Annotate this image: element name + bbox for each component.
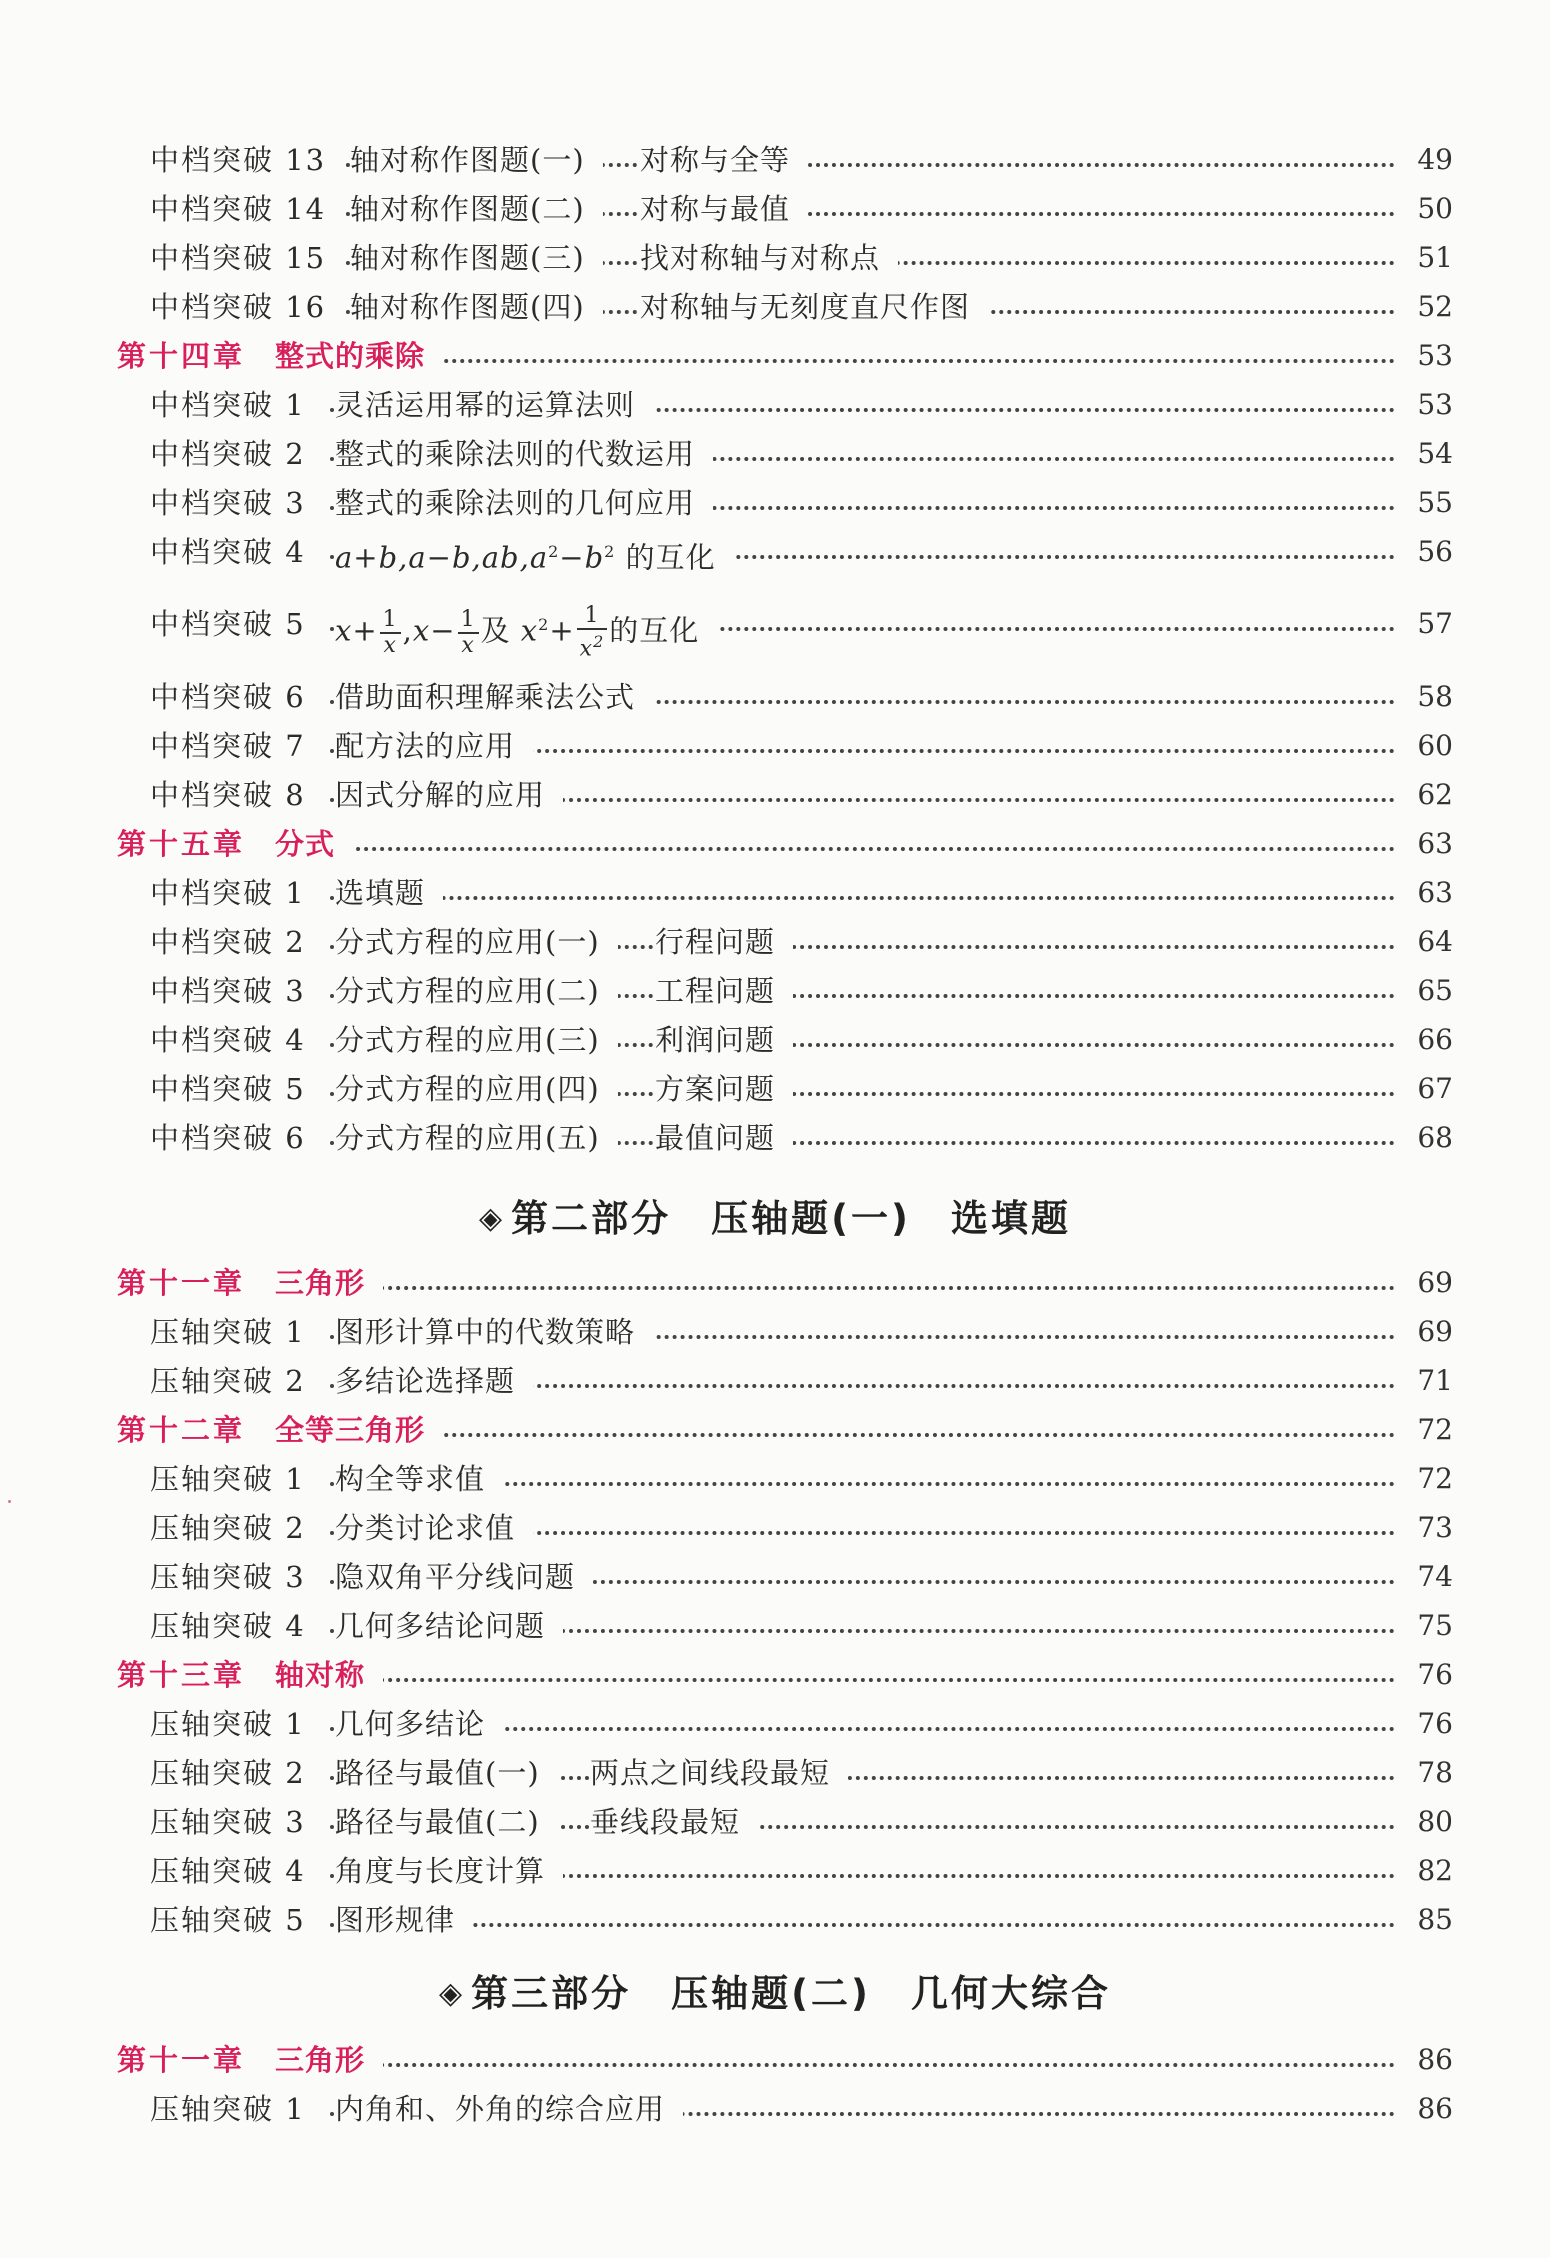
toc-subtitle: 行程问题 <box>655 922 793 962</box>
toc-title: 分式方程的应用(二) <box>335 971 618 1011</box>
toc-label: 中档突破 1 <box>150 385 324 425</box>
toc-row[interactable] <box>0 1851 1550 1891</box>
toc-row[interactable] <box>0 922 1550 962</box>
toc-page-number: 50 <box>1395 189 1453 229</box>
chapter-title: 分式 <box>275 824 353 864</box>
part-label: 第三部分 <box>471 1972 632 2015</box>
fraction <box>577 604 608 661</box>
toc-page-number: 78 <box>1395 1753 1453 1793</box>
toc-label: 中档突破 14 <box>150 189 344 229</box>
math-suffix: 的互化 <box>615 540 716 575</box>
toc-page-number: 62 <box>1395 775 1453 815</box>
toc-page-number: 86 <box>1395 2089 1453 2129</box>
toc-title: 图形规律 <box>335 1900 473 1940</box>
toc-title: 多结论选择题 <box>335 1361 533 1401</box>
toc-row[interactable] <box>0 1900 1550 1940</box>
diamond-icon: ◈ <box>439 1976 466 2011</box>
toc-page-number: 52 <box>1395 287 1453 327</box>
toc-row[interactable] <box>0 1069 1550 1109</box>
diamond-icon: ◈ <box>479 1201 506 1236</box>
toc-title: 构全等求值 <box>335 1459 503 1499</box>
toc-label: 压轴突破 2 <box>150 1361 324 1401</box>
toc-row[interactable] <box>0 775 1550 815</box>
toc-page-number: 60 <box>1395 726 1453 766</box>
toc-subtitle: 最值问题 <box>655 1118 793 1158</box>
toc-page-number: 55 <box>1395 483 1453 523</box>
toc-label: 压轴突破 2 <box>150 1508 324 1548</box>
fraction-denominator: x <box>461 632 475 658</box>
toc-page-number: 49 <box>1395 140 1453 180</box>
toc-page-number: 73 <box>1395 1508 1453 1548</box>
toc-title: 路径与最值(一) <box>335 1753 558 1793</box>
part-label: 第二部分 <box>511 1197 672 1240</box>
toc-page-number: 63 <box>1395 824 1453 864</box>
fraction-numerator: 1 <box>458 608 479 634</box>
toc-title: 分式方程的应用(四) <box>335 1069 618 1109</box>
toc-chapter-row[interactable] <box>0 1263 1550 1303</box>
toc-page-number: 71 <box>1395 1361 1453 1401</box>
toc-label: 压轴突破 1 <box>150 1459 324 1499</box>
toc-page-number: 69 <box>1395 1263 1453 1303</box>
toc-page-number: 75 <box>1395 1606 1453 1646</box>
toc-chapter-row[interactable] <box>0 336 1550 376</box>
toc-row[interactable] <box>0 677 1550 717</box>
part-heading <box>0 1188 1550 1242</box>
chapter-label: 第十五章 <box>117 824 263 864</box>
toc-label: 中档突破 2 <box>150 434 324 474</box>
toc-subtitle: 对称与最值 <box>640 189 808 229</box>
toc-title: 几何多结论问题 <box>335 1606 563 1646</box>
fraction-numerator: 1 <box>577 604 608 630</box>
math-exponent: 2 <box>538 615 550 635</box>
toc-page-number: 72 <box>1395 1459 1453 1499</box>
toc-row[interactable] <box>0 726 1550 766</box>
toc-page-number: 86 <box>1395 2040 1453 2080</box>
math-connector: 及 <box>480 613 511 648</box>
toc-label: 中档突破 3 <box>150 483 324 523</box>
toc-title: 整式的乘除法则的代数运用 <box>335 434 713 474</box>
toc-label: 中档突破 16 <box>150 287 344 327</box>
toc-page-number: 56 <box>1395 532 1453 572</box>
toc-row[interactable] <box>0 1802 1550 1842</box>
toc-title: 配方法的应用 <box>335 726 533 766</box>
toc-title: 整式的乘除法则的几何应用 <box>335 483 713 523</box>
toc-page-number: 53 <box>1395 385 1453 425</box>
toc-label: 压轴突破 1 <box>150 1312 324 1352</box>
toc-title: 灵活运用幂的运算法则 <box>335 385 653 425</box>
math-exponent: 2 <box>593 632 605 651</box>
chapter-title: 三角形 <box>275 2040 383 2080</box>
toc-page-number: 69 <box>1395 1312 1453 1352</box>
toc-row[interactable] <box>0 603 1550 662</box>
toc-row[interactable] <box>0 140 1550 180</box>
part-subtitle: 几何大综合 <box>910 1972 1111 2015</box>
chapter-title: 轴对称 <box>275 1655 383 1695</box>
toc-title: 分式方程的应用(一) <box>335 922 618 962</box>
toc-chapter-row[interactable] <box>0 824 1550 864</box>
toc-label: 压轴突破 5 <box>150 1900 324 1940</box>
toc-subtitle: 工程问题 <box>655 971 793 1011</box>
toc-label: 中档突破 3 <box>150 971 324 1011</box>
toc-title: 隐双角平分线问题 <box>335 1557 593 1597</box>
toc-title: 路径与最值(二) <box>335 1802 558 1842</box>
toc-row[interactable] <box>0 971 1550 1011</box>
toc-row[interactable] <box>0 1118 1550 1158</box>
toc-title: 分式方程的应用(五) <box>335 1118 618 1158</box>
toc-label: 压轴突破 4 <box>150 1851 324 1891</box>
toc-label: 中档突破 5 <box>150 604 324 644</box>
toc-title: 分式方程的应用(三) <box>335 1020 618 1060</box>
chapter-label: 第十三章 <box>117 1655 263 1695</box>
part-title: 压轴题(二) <box>671 1972 871 2015</box>
toc-label: 中档突破 7 <box>150 726 324 766</box>
toc-label: 压轴突破 3 <box>150 1557 324 1597</box>
toc-label: 压轴突破 3 <box>150 1802 324 1842</box>
toc-title: 借助面积理解乘法公式 <box>335 677 653 717</box>
toc-title: 轴对称作图题(三) <box>350 238 603 278</box>
toc-label: 中档突破 8 <box>150 775 324 815</box>
toc-page-number: 85 <box>1395 1900 1453 1940</box>
toc-row[interactable] <box>0 1606 1550 1646</box>
chapter-title: 全等三角形 <box>275 1410 443 1450</box>
toc-row[interactable] <box>0 1361 1550 1401</box>
toc-subtitle: 对称与全等 <box>640 140 808 180</box>
math-var: x <box>579 636 594 662</box>
toc-label: 压轴突破 4 <box>150 1606 324 1646</box>
fraction-denominator <box>577 630 608 661</box>
math-var: x <box>335 613 353 648</box>
toc-chapter-row[interactable] <box>0 1410 1550 1450</box>
toc-page-number: 57 <box>1395 604 1453 644</box>
fraction-numerator: 1 <box>380 608 401 634</box>
toc-label: 中档突破 1 <box>150 873 324 913</box>
toc-page-number: 68 <box>1395 1118 1453 1158</box>
fraction <box>458 608 479 658</box>
toc-row[interactable] <box>0 385 1550 425</box>
toc-label: 中档突破 5 <box>150 1069 324 1109</box>
toc-row[interactable] <box>0 1312 1550 1352</box>
part-subtitle: 选填题 <box>950 1197 1071 1240</box>
toc-row[interactable] <box>0 1459 1550 1499</box>
math-expression: a+b,a−b,ab,a <box>335 540 549 575</box>
chapter-label: 第十一章 <box>117 2040 263 2080</box>
toc-label: 中档突破 4 <box>150 532 324 572</box>
toc-subtitle: 两点之间线段最短 <box>590 1753 848 1793</box>
chapter-title: 三角形 <box>275 1263 383 1303</box>
chapter-label: 第十二章 <box>117 1410 263 1450</box>
toc-title: 轴对称作图题(一) <box>350 140 603 180</box>
toc-label: 中档突破 4 <box>150 1020 324 1060</box>
toc-label: 中档突破 6 <box>150 1118 324 1158</box>
chapter-label: 第十四章 <box>117 336 263 376</box>
toc-label: 中档突破 15 <box>150 238 344 278</box>
toc-title-math: x+ $\frac{1}{x}$ ,x− $\frac{1}{x}$ 及 $x^2+$ $\frac{1}{x^2}$ 的互化 <box>335 604 717 661</box>
toc-row[interactable] <box>0 532 1550 575</box>
math-var: x <box>412 613 431 648</box>
toc-row[interactable] <box>0 1704 1550 1744</box>
chapter-label: 第十一章 <box>117 1263 263 1303</box>
fraction-denominator: x <box>383 632 397 658</box>
math-exponent: 2 <box>548 542 560 561</box>
toc-page-number: 76 <box>1395 1655 1453 1695</box>
toc-label: 压轴突破 1 <box>150 2089 324 2129</box>
toc-row[interactable] <box>0 1508 1550 1548</box>
fraction <box>380 608 401 658</box>
toc-subtitle: 找对称轴与对称点 <box>640 238 898 278</box>
toc-page-number: 74 <box>1395 1557 1453 1597</box>
toc-chapter-row[interactable] <box>0 2040 1550 2080</box>
toc-label: 中档突破 2 <box>150 922 324 962</box>
toc-title: 内角和、外角的综合应用 <box>335 2089 683 2129</box>
chapter-title: 整式的乘除 <box>275 336 443 376</box>
toc-row[interactable] <box>0 238 1550 278</box>
toc-row[interactable] <box>0 434 1550 474</box>
toc-subtitle: 方案问题 <box>655 1069 793 1109</box>
math-suffix: 的互化 <box>609 613 700 648</box>
toc-label: 压轴突破 1 <box>150 1704 324 1744</box>
toc-page-number: 63 <box>1395 873 1453 913</box>
toc-title-math <box>335 532 734 578</box>
toc-page-number: 65 <box>1395 971 1453 1011</box>
toc-chapter-row[interactable] <box>0 1655 1550 1695</box>
toc-row[interactable] <box>0 1020 1550 1060</box>
toc-title: 轴对称作图题(二) <box>350 189 603 229</box>
toc-page-number: 53 <box>1395 336 1453 376</box>
math-exponent: 2 <box>604 542 616 561</box>
toc-title: 角度与长度计算 <box>335 1851 563 1891</box>
toc-title: 选填题 <box>335 873 443 913</box>
toc-row[interactable] <box>0 287 1550 327</box>
toc-page-number: 72 <box>1395 1410 1453 1450</box>
toc-page-number: 54 <box>1395 434 1453 474</box>
print-speck <box>8 1500 11 1503</box>
toc-page-number: 51 <box>1395 238 1453 278</box>
toc-title: 几何多结论 <box>335 1704 503 1744</box>
math-var: x <box>520 613 539 648</box>
toc-page-number: 80 <box>1395 1802 1453 1842</box>
toc-subtitle: 对称轴与无刻度直尺作图 <box>640 287 988 327</box>
toc-title: 分类讨论求值 <box>335 1508 533 1548</box>
toc-page-number: 76 <box>1395 1704 1453 1744</box>
toc-subtitle: 垂线段最短 <box>590 1802 758 1842</box>
toc-row[interactable] <box>0 483 1550 523</box>
toc-label: 中档突破 13 <box>150 140 344 180</box>
toc-row[interactable] <box>0 1557 1550 1597</box>
toc-row[interactable] <box>0 189 1550 229</box>
toc-label: 压轴突破 2 <box>150 1753 324 1793</box>
toc-page-number: 58 <box>1395 677 1453 717</box>
toc-row[interactable] <box>0 1753 1550 1793</box>
part-heading <box>0 1963 1550 2017</box>
toc-page-number: 66 <box>1395 1020 1453 1060</box>
toc-page-number: 82 <box>1395 1851 1453 1891</box>
toc-title: 轴对称作图题(四) <box>350 287 603 327</box>
toc-row[interactable] <box>0 873 1550 913</box>
math-expression: −b <box>559 540 605 575</box>
part-title: 压轴题(一) <box>711 1197 911 1240</box>
toc-subtitle: 利润问题 <box>655 1020 793 1060</box>
toc-row[interactable] <box>0 2089 1550 2129</box>
toc-title: 图形计算中的代数策略 <box>335 1312 653 1352</box>
toc-title: 因式分解的应用 <box>335 775 563 815</box>
toc-label: 中档突破 6 <box>150 677 324 717</box>
toc-page-number: 67 <box>1395 1069 1453 1109</box>
toc-page-number: 64 <box>1395 922 1453 962</box>
